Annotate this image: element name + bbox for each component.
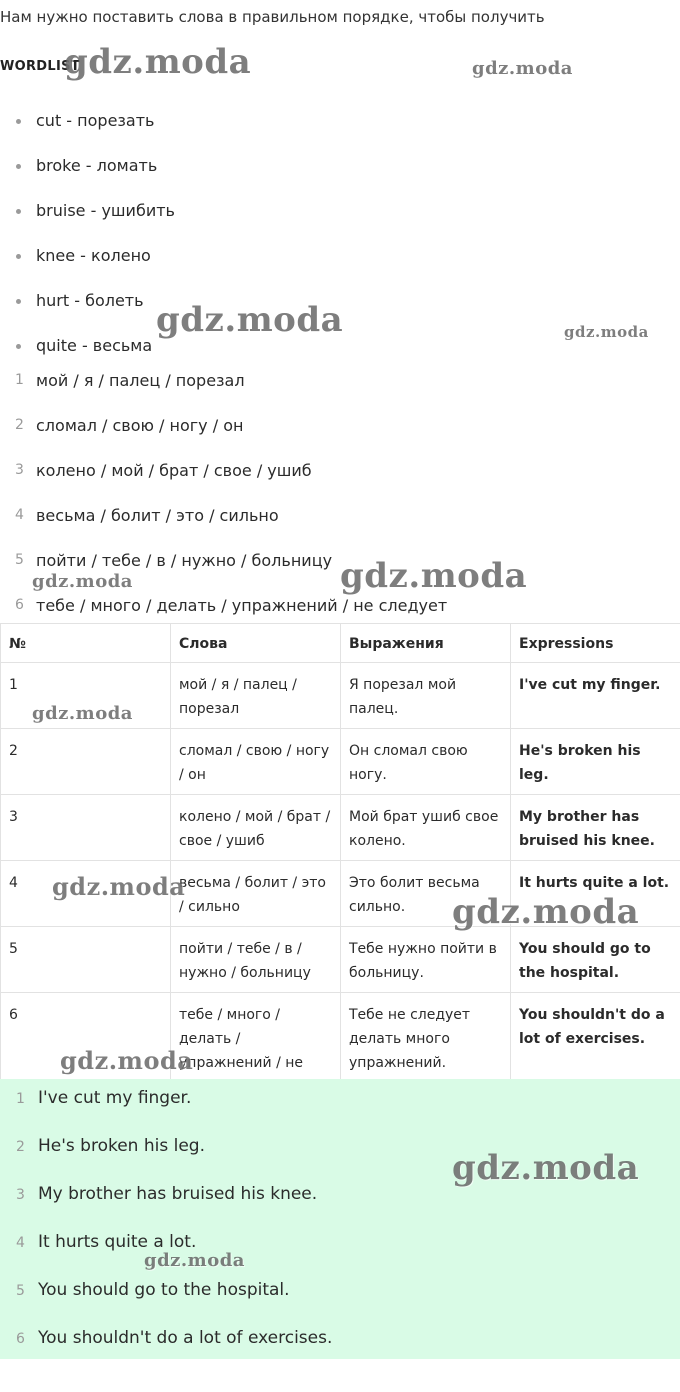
cell-number: 2 bbox=[1, 729, 171, 795]
cell-russian: Тебе не следует делать много упражнений. bbox=[341, 993, 511, 1106]
item-number: 1 bbox=[16, 1091, 25, 1107]
watermark: gdz.moda bbox=[52, 872, 186, 901]
cell-russian: Мой брат ушиб свое колено. bbox=[341, 795, 511, 861]
list-item: knee - колено bbox=[0, 232, 175, 277]
column-header: Expressions bbox=[511, 624, 680, 663]
item-number: 3 bbox=[15, 462, 24, 478]
column-header: Выражения bbox=[341, 624, 511, 663]
cell-number: 3 bbox=[1, 795, 171, 861]
cell-number: 1 bbox=[1, 663, 171, 729]
watermark: gdz.moda bbox=[564, 323, 649, 341]
watermark: gdz.moda bbox=[32, 703, 133, 724]
item-number: 4 bbox=[15, 507, 24, 523]
watermark: gdz.moda bbox=[60, 1046, 194, 1075]
list-item: 3 колено / мой / брат / свое / ушиб bbox=[0, 448, 447, 493]
cell-words: весьма / болит / это / сильно bbox=[171, 861, 341, 927]
item-number: 4 bbox=[16, 1235, 25, 1251]
item-number: 2 bbox=[15, 417, 24, 433]
cell-english: I've cut my finger. bbox=[511, 663, 680, 729]
item-number: 5 bbox=[15, 552, 24, 568]
table-row bbox=[1, 795, 680, 861]
list-item: 2 He's broken his leg. bbox=[0, 1131, 680, 1179]
watermark: gdz.moda bbox=[472, 58, 573, 79]
list-item: 6 You shouldn't do a lot of exercises. bbox=[0, 1323, 680, 1371]
cell-english: My brother has bruised his knee. bbox=[511, 795, 680, 861]
list-item: bruise - ушибить bbox=[0, 187, 175, 232]
list-item: 1 мой / я / палец / порезал bbox=[0, 358, 447, 403]
bullet-icon bbox=[16, 254, 21, 259]
cell-english: It hurts quite a lot. bbox=[511, 861, 680, 927]
column-header: № bbox=[1, 624, 171, 663]
table-row bbox=[1, 861, 680, 927]
cell-english: You should go to the hospital. bbox=[511, 927, 680, 993]
item-number: 1 bbox=[15, 372, 24, 388]
watermark: gdz.moda bbox=[340, 556, 528, 596]
task-list bbox=[0, 358, 447, 628]
wordlist bbox=[0, 97, 175, 367]
list-item: quite - весьма bbox=[0, 322, 175, 367]
cell-russian: Он сломал свою ногу. bbox=[341, 729, 511, 795]
bullet-icon bbox=[16, 119, 21, 124]
cell-russian: Это болит весьма сильно. bbox=[341, 861, 511, 927]
watermark: gdz.moda bbox=[156, 300, 344, 340]
bullet-icon bbox=[16, 164, 21, 169]
cell-words: мой / я / палец / порезал bbox=[171, 663, 341, 729]
column-header: Слова bbox=[171, 624, 341, 663]
intro-text: Нам нужно поставить слова в правильном порядке, чтобы получить bbox=[0, 8, 545, 26]
table-header-row bbox=[1, 624, 680, 663]
list-item: 5 You should go to the hospital. bbox=[0, 1275, 680, 1323]
list-item: 1 I've cut my finger. bbox=[0, 1083, 680, 1131]
answers-table bbox=[0, 623, 680, 1106]
list-item: hurt - болеть bbox=[0, 277, 175, 322]
cell-number: 6 bbox=[1, 993, 171, 1106]
table-row bbox=[1, 729, 680, 795]
wordlist-heading: WORDLIST bbox=[0, 59, 80, 74]
watermark: gdz.moda bbox=[144, 1250, 245, 1271]
list-item: cut - порезать bbox=[0, 97, 175, 142]
cell-words: колено / мой / брат / свое / ушиб bbox=[171, 795, 341, 861]
bullet-icon bbox=[16, 299, 21, 304]
item-number: 3 bbox=[16, 1187, 25, 1203]
cell-words: пойти / тебе / в / нужно / больницу bbox=[171, 927, 341, 993]
item-number: 2 bbox=[16, 1139, 25, 1155]
answer-box bbox=[0, 1079, 680, 1359]
cell-russian: Я порезал мой палец. bbox=[341, 663, 511, 729]
watermark: gdz.moda bbox=[452, 892, 640, 932]
list-item: 4 It hurts quite a lot. bbox=[0, 1227, 680, 1275]
bullet-icon bbox=[16, 209, 21, 214]
item-number: 6 bbox=[16, 1331, 25, 1347]
list-item: 2 сломал / свою / ногу / он bbox=[0, 403, 447, 448]
cell-english: He's broken his leg. bbox=[511, 729, 680, 795]
list-item: 5 пойти / тебе / в / нужно / больницу bbox=[0, 538, 447, 583]
cell-number: 5 bbox=[1, 927, 171, 993]
watermark: gdz.moda bbox=[32, 571, 133, 592]
table-row bbox=[1, 663, 680, 729]
bullet-icon bbox=[16, 344, 21, 349]
answer-list bbox=[0, 1079, 680, 1371]
watermark: gdz.moda bbox=[64, 42, 252, 82]
list-item: 4 весьма / болит / это / сильно bbox=[0, 493, 447, 538]
table-row bbox=[1, 927, 680, 993]
cell-number: 4 bbox=[1, 861, 171, 927]
item-number: 5 bbox=[16, 1283, 25, 1299]
list-item: broke - ломать bbox=[0, 142, 175, 187]
cell-english: You shouldn't do a lot of exercises. bbox=[511, 993, 680, 1106]
list-item: 6 тебе / много / делать / упражнений / не следует bbox=[0, 583, 447, 628]
list-item: 3 My brother has bruised his knee. bbox=[0, 1179, 680, 1227]
watermark: gdz.moda bbox=[452, 1148, 640, 1188]
cell-words: тебе / много / делать / упражнений / не bbox=[171, 993, 341, 1106]
item-number: 6 bbox=[15, 597, 24, 613]
cell-words: сломал / свою / ногу / он bbox=[171, 729, 341, 795]
cell-russian: Тебе нужно пойти в больницу. bbox=[341, 927, 511, 993]
